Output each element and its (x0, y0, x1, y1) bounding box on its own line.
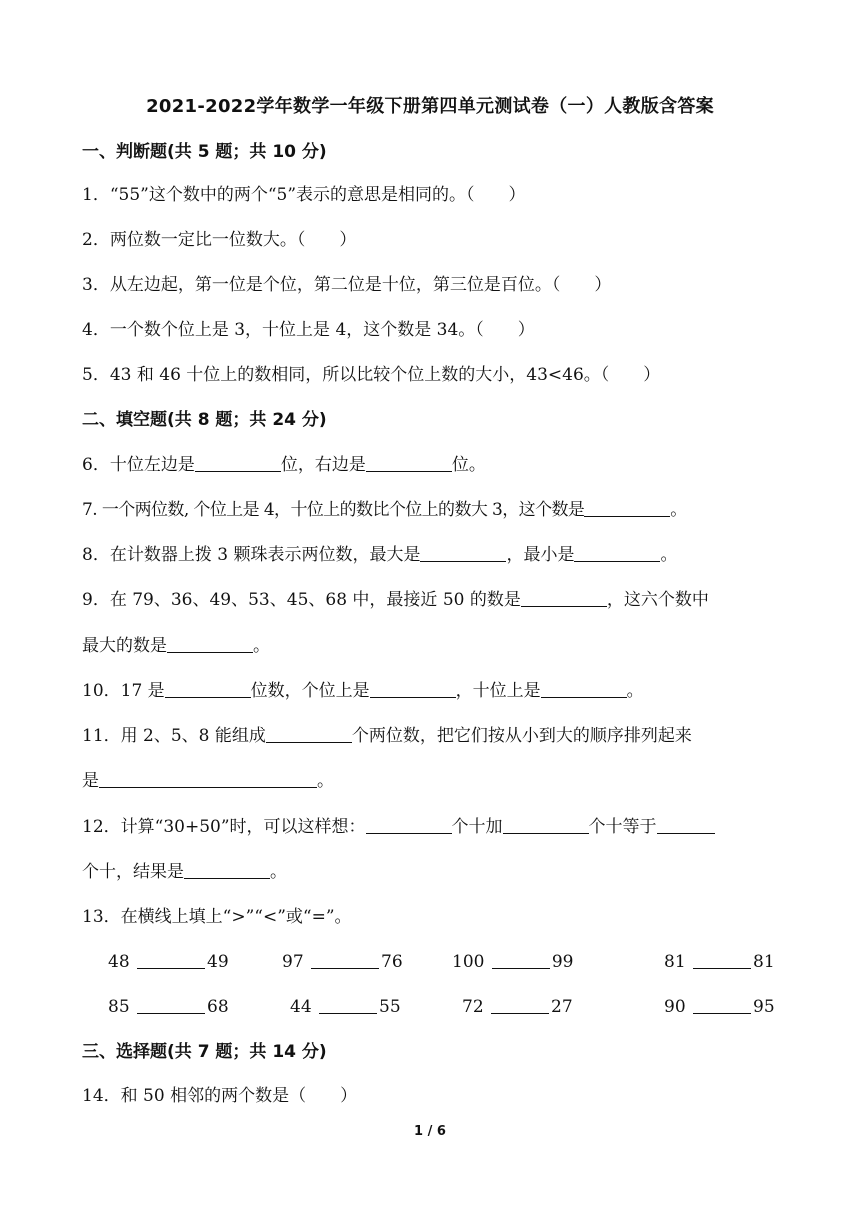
question-10-text-b: 位数，个位上是 (250, 681, 370, 701)
question-8 (82, 543, 677, 567)
question-12-text-c: 个十等于 (588, 817, 657, 837)
question-12-text-d: 个十，结果是 (82, 862, 184, 882)
compare-item (108, 995, 229, 1019)
question-10-text-a: 10．17 是 (82, 681, 165, 701)
answer-blank[interactable] (184, 860, 270, 879)
compare-right: 95 (753, 997, 775, 1017)
compare-item (108, 950, 229, 974)
answer-blank[interactable] (420, 543, 506, 562)
question-11 (82, 724, 692, 748)
compare-item (462, 995, 573, 1019)
answer-blank[interactable] (492, 950, 550, 969)
question-11-text-b: 个两位数，把它们按从小到大的顺序排列起来 (351, 726, 692, 746)
page-number: 1 / 6 (414, 1124, 446, 1139)
answer-blank[interactable] (521, 588, 607, 607)
compare-item (290, 995, 401, 1019)
question-6-text-b: 位，右边是 (280, 455, 366, 475)
compare-right: 99 (551, 952, 574, 972)
compare-left: 81 (664, 952, 686, 972)
answer-blank[interactable] (657, 815, 715, 834)
question-11-text-d: 。 (317, 771, 334, 791)
question-9-text-a: 9．在 79、36、49、53、45、68 中，最接近 50 的数是 (82, 590, 521, 610)
section-heading-judgement: 一、判断题(共 5 题；共 10 分) (82, 142, 327, 162)
question-6 (82, 453, 486, 477)
question-1: 1．“55”这个数中的两个“5”表示的意思是相同的。（ ） (82, 185, 526, 205)
question-12-continued (82, 860, 287, 884)
question-6-text-c: 位。 (451, 455, 486, 475)
answer-blank[interactable] (366, 815, 452, 834)
answer-blank[interactable] (266, 724, 352, 743)
compare-item (282, 950, 403, 974)
compare-left: 90 (664, 997, 686, 1017)
answer-blank[interactable] (99, 769, 317, 788)
question-9-continued (82, 634, 270, 658)
compare-item (664, 950, 775, 974)
question-4: 4．一个数个位上是 3，十位上是 4，这个数是 34。（ ） (82, 320, 535, 340)
question-12-text-e: 。 (270, 862, 287, 882)
compare-item (452, 950, 574, 974)
question-12-text-b: 个十加 (451, 817, 503, 837)
question-7-text-a: 7. 一个两位数, 个位上是 4，十位上的数比个位上的数大 3，这个数是 (82, 500, 585, 520)
answer-blank[interactable] (503, 815, 589, 834)
question-12-text-a: 12．计算“30+50”时，可以这样想： (82, 817, 366, 837)
section-heading-fill-blank: 二、填空题(共 8 题；共 24 分) (82, 410, 327, 430)
question-12 (82, 815, 715, 839)
compare-left: 97 (282, 952, 304, 972)
compare-left: 72 (462, 997, 484, 1017)
question-10-text-c: ，十位上是 (455, 681, 541, 701)
compare-right: 49 (207, 952, 229, 972)
question-9-text-d: 。 (253, 636, 270, 656)
compare-left: 44 (290, 997, 312, 1017)
answer-blank[interactable] (167, 634, 253, 653)
question-7 (82, 498, 687, 522)
compare-right: 27 (551, 997, 573, 1017)
compare-left: 85 (108, 997, 130, 1017)
compare-right: 76 (381, 952, 403, 972)
answer-blank[interactable] (574, 543, 660, 562)
question-9 (82, 588, 709, 612)
question-8-text-c: 。 (660, 545, 678, 565)
answer-blank[interactable] (137, 995, 205, 1014)
question-3: 3．从左边起，第一位是个位，第二位是十位，第三位是百位。（ ） (82, 275, 612, 295)
answer-blank[interactable] (584, 498, 670, 517)
question-11-text-a: 11．用 2、5、8 能组成 (82, 726, 266, 746)
question-11-continued (82, 769, 334, 793)
answer-blank[interactable] (370, 679, 456, 698)
compare-right: 55 (379, 997, 401, 1017)
question-9-text-c: 最大的数是 (82, 636, 167, 656)
answer-blank[interactable] (693, 995, 751, 1014)
answer-blank[interactable] (137, 950, 205, 969)
compare-right: 81 (753, 952, 775, 972)
compare-left: 100 (452, 952, 485, 972)
question-10-text-d: 。 (626, 681, 644, 701)
answer-blank[interactable] (311, 950, 379, 969)
compare-item (664, 995, 775, 1019)
question-11-text-c: 是 (82, 771, 99, 791)
page-title: 2021-2022学年数学一年级下册第四单元测试卷（一）人教版含答案 (146, 96, 714, 117)
answer-blank[interactable] (491, 995, 549, 1014)
question-8-text-b: ，最小是 (506, 545, 575, 565)
question-5: 5．43 和 46 十位上的数相同，所以比较个位上数的大小，43<46。（ ） (82, 365, 661, 385)
question-2: 2．两位数一定比一位数大。（ ） (82, 230, 357, 250)
answer-blank[interactable] (195, 453, 281, 472)
answer-blank[interactable] (319, 995, 377, 1014)
section-heading-choice: 三、选择题(共 7 题；共 14 分) (82, 1042, 327, 1062)
question-14: 14．和 50 相邻的两个数是（ ） (82, 1086, 358, 1106)
question-9-text-b: ，这六个数中 (606, 590, 709, 610)
question-10 (82, 679, 644, 703)
question-7-text-b: 。 (670, 500, 688, 520)
answer-blank[interactable] (165, 679, 251, 698)
question-6-text-a: 6．十位左边是 (82, 455, 195, 475)
question-8-text-a: 8．在计数器上拨 3 颗珠表示两位数，最大是 (82, 545, 421, 565)
question-13: 13．在横线上填上“>”“<”或“=”。 (82, 907, 352, 927)
answer-blank[interactable] (366, 453, 452, 472)
answer-blank[interactable] (693, 950, 751, 969)
answer-blank[interactable] (541, 679, 627, 698)
compare-left: 48 (108, 952, 130, 972)
compare-right: 68 (207, 997, 229, 1017)
